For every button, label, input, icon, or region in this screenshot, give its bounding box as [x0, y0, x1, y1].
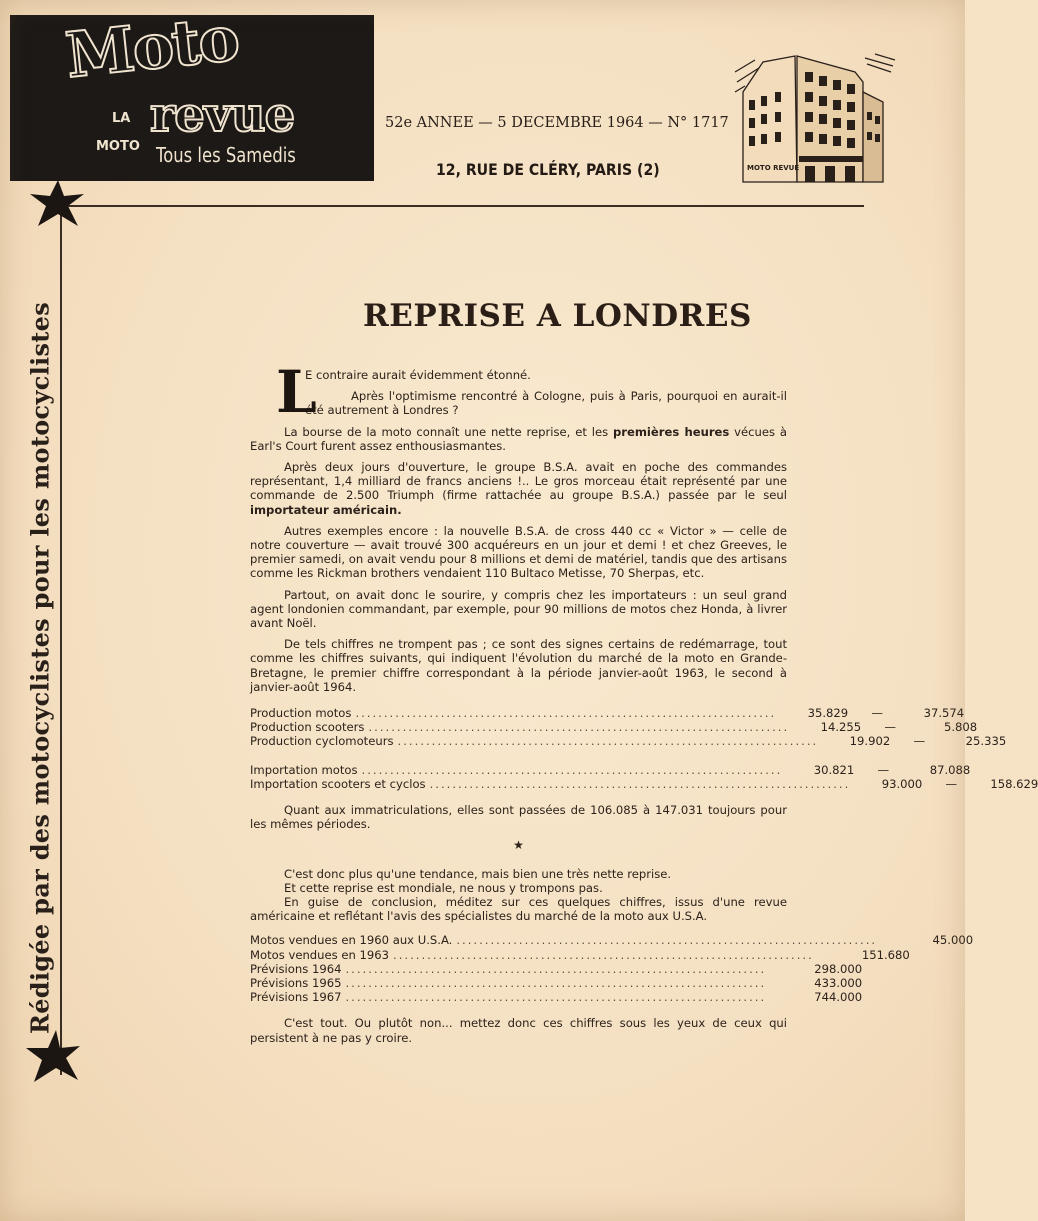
star-separator: ★	[513, 838, 524, 853]
final-paragraph: C'est tout. Ou plutôt non... mettez donc ces chiffres sous les yeux de ceux qui persistent à ne pas y croire.	[250, 1016, 787, 1045]
building-sign: MOTO REVUE	[747, 164, 800, 172]
issue-dateline: 52e ANNEE — 5 DECEMBRE 1964 — N° 1717	[385, 115, 729, 131]
sales-value: 151.680	[861, 947, 910, 962]
logo-revue-text: revue	[150, 87, 295, 143]
stat-row	[250, 776, 1038, 791]
stat-value-1964: 158.629	[990, 776, 1038, 791]
stat-value-1963: 35.829	[807, 706, 849, 721]
sales-label: Motos vendues en 1963	[250, 947, 390, 962]
logo-la-text: LA	[112, 111, 131, 126]
conclusion-3: En guise de conclusion, méditez sur ces quelques chiffres, issus d'une revue américaine et reflétant l'avis des spécialistes du marché de la moto aux U.S.A.	[250, 895, 787, 924]
stat-row	[250, 762, 971, 777]
stat-label: Production cyclomoteurs	[250, 734, 394, 749]
sales-row	[250, 961, 863, 976]
stat-dash: —	[945, 776, 958, 791]
lead-block	[250, 358, 787, 426]
paragraph-4-text: Après deux jours d'ouverture, le groupe B.S.A. avait en poche des commandes représentant, 1,4 milliard de francs anciens !.. Le gros morceau était représenté par une commande de 2.500 Triumph (firme rattachée au groupe B.S.A.) passée par le seul	[250, 460, 787, 503]
sales-label: Prévisions 1967	[250, 990, 342, 1005]
logo-moto-small-text: MOTO	[96, 139, 140, 154]
stat-label: Importation motos	[250, 762, 358, 777]
stat-value-1964: 5.808	[943, 720, 978, 735]
tagline: Tous les Samedis	[156, 143, 296, 167]
sales-row	[250, 990, 863, 1005]
stat-dash: —	[913, 734, 926, 749]
article-headline: REPRISE A LONDRES	[363, 298, 752, 334]
dot-leader: ..........................................................................	[429, 776, 851, 791]
article-body	[250, 358, 1038, 1052]
stat-label: Production scooters	[250, 720, 365, 735]
paragraph-3	[250, 425, 787, 453]
dot-leader: ..........................................................................	[345, 975, 767, 990]
stat-value-1963: 14.255	[820, 720, 862, 735]
paragraph-3-text-c: vécues à Earl's Court furent assez enthousiasmantes.	[250, 424, 788, 453]
conclusion-block	[250, 867, 787, 924]
stat-value-1963: 30.821	[813, 762, 855, 777]
sales-value: 45.000	[932, 933, 974, 948]
stat-row	[250, 720, 978, 735]
paragraph-3-bold: premières heures	[612, 424, 730, 439]
sales-label: Prévisions 1964	[250, 961, 342, 976]
paragraph-immatriculations: Quant aux immatriculations, elles sont passées de 106.085 à 147.031 toujours pour les mêmes périodes.	[250, 803, 787, 832]
paragraph-2: Après l'optimisme rencontré à Cologne, puis à Paris, pourquoi en aurait-il été autrement à Londres ?	[305, 389, 787, 418]
header-rule	[62, 205, 864, 207]
dot-leader: ..........................................................................	[345, 961, 767, 976]
stat-dash: —	[884, 720, 896, 735]
side-rule	[60, 205, 62, 1075]
conclusion-1: C'est donc plus qu'une tendance, mais bien une très nette reprise.	[284, 866, 672, 881]
dot-leader: ..........................................................................	[456, 933, 878, 948]
sales-label: Motos vendues en 1960 aux U.S.A.	[250, 933, 453, 948]
dot-leader: ..........................................................................	[368, 720, 790, 735]
paragraph-4	[250, 460, 787, 517]
paragraph-7: De tels chiffres ne trompent pas ; ce sont des signes certains de redémarrage, tout comme les chiffres suivants, qui indiquent l'évolution du marché de la moto en Grande-Bretagne, le premier chiffre correspondant à la période janvier-août 1963, le second à janvier-août 1964.	[250, 637, 787, 694]
dot-leader: ..........................................................................	[361, 762, 783, 777]
stat-value-1964: 37.574	[923, 706, 965, 721]
paragraph-1: E contraire aurait évidemment étonné.	[305, 368, 531, 382]
sales-row	[250, 975, 863, 990]
sales-label: Prévisions 1965	[250, 975, 342, 990]
building-illustration	[735, 52, 895, 184]
dot-leader: ..........................................................................	[345, 990, 767, 1005]
sales-row	[250, 947, 910, 962]
paragraph-3-text-a: La bourse de la moto connaît une nette reprise, et les	[284, 424, 613, 439]
conclusion-2: Et cette reprise est mondiale, ne nous y trompons pas.	[284, 880, 603, 895]
masthead-logo	[10, 1, 374, 181]
stat-label: Production motos	[250, 706, 352, 721]
uk-market-stats	[250, 706, 1038, 791]
stat-dash: —	[877, 762, 890, 777]
sales-row	[250, 933, 974, 948]
stat-value-1963: 19.902	[849, 734, 891, 749]
dot-leader: ..........................................................................	[397, 734, 819, 749]
sales-value: 298.000	[814, 961, 863, 976]
star-ornament-top	[28, 178, 86, 230]
stat-value-1964: 25.335	[965, 734, 1007, 749]
paragraph-4-bold: importateur américain.	[250, 502, 402, 517]
sales-value: 433.000	[814, 975, 863, 990]
dot-leader: ..........................................................................	[393, 947, 814, 962]
stat-dash: —	[871, 706, 883, 721]
drop-cap: L	[276, 358, 317, 426]
stat-label: Importation scooters et cyclos	[250, 776, 426, 791]
dot-leader: ..........................................................................	[355, 706, 777, 721]
logo-moto-text: Moto	[62, 1, 242, 93]
sales-value: 744.000	[814, 990, 863, 1005]
paragraph-6: Partout, on avait donc le sourire, y compris chez les importateurs : un seul grand agent londonien commandant, par exemple, pour 90 millions de motos chez Honda, à livrer avant Noël.	[250, 587, 787, 631]
stat-row	[250, 734, 1007, 749]
star-ornament-bottom	[24, 1028, 82, 1084]
stat-row	[250, 706, 965, 721]
office-address: 12, RUE DE CLÉRY, PARIS (2)	[436, 160, 660, 179]
usa-sales-stats	[250, 933, 974, 1005]
stat-value-1964: 87.088	[929, 762, 971, 777]
paragraph-5: Autres exemples encore : la nouvelle B.S.A. de cross 440 cc « Victor » — celle de notre couverture — avait trouvé 300 acquéreurs en un jour et demi ! et chez Greeves, le premier samedi, on avait vendu pour 8 millions et demi de matériel, tandis que des artisans comme les Rickman brothers vendaient 110 Bultaco Metisse, 70 Sherpas, etc.	[250, 523, 787, 581]
stat-value-1963: 93.000	[881, 776, 923, 791]
sidebar-slogan: Rédigée par des motocyclistes pour les motocyclistes	[25, 301, 55, 1035]
